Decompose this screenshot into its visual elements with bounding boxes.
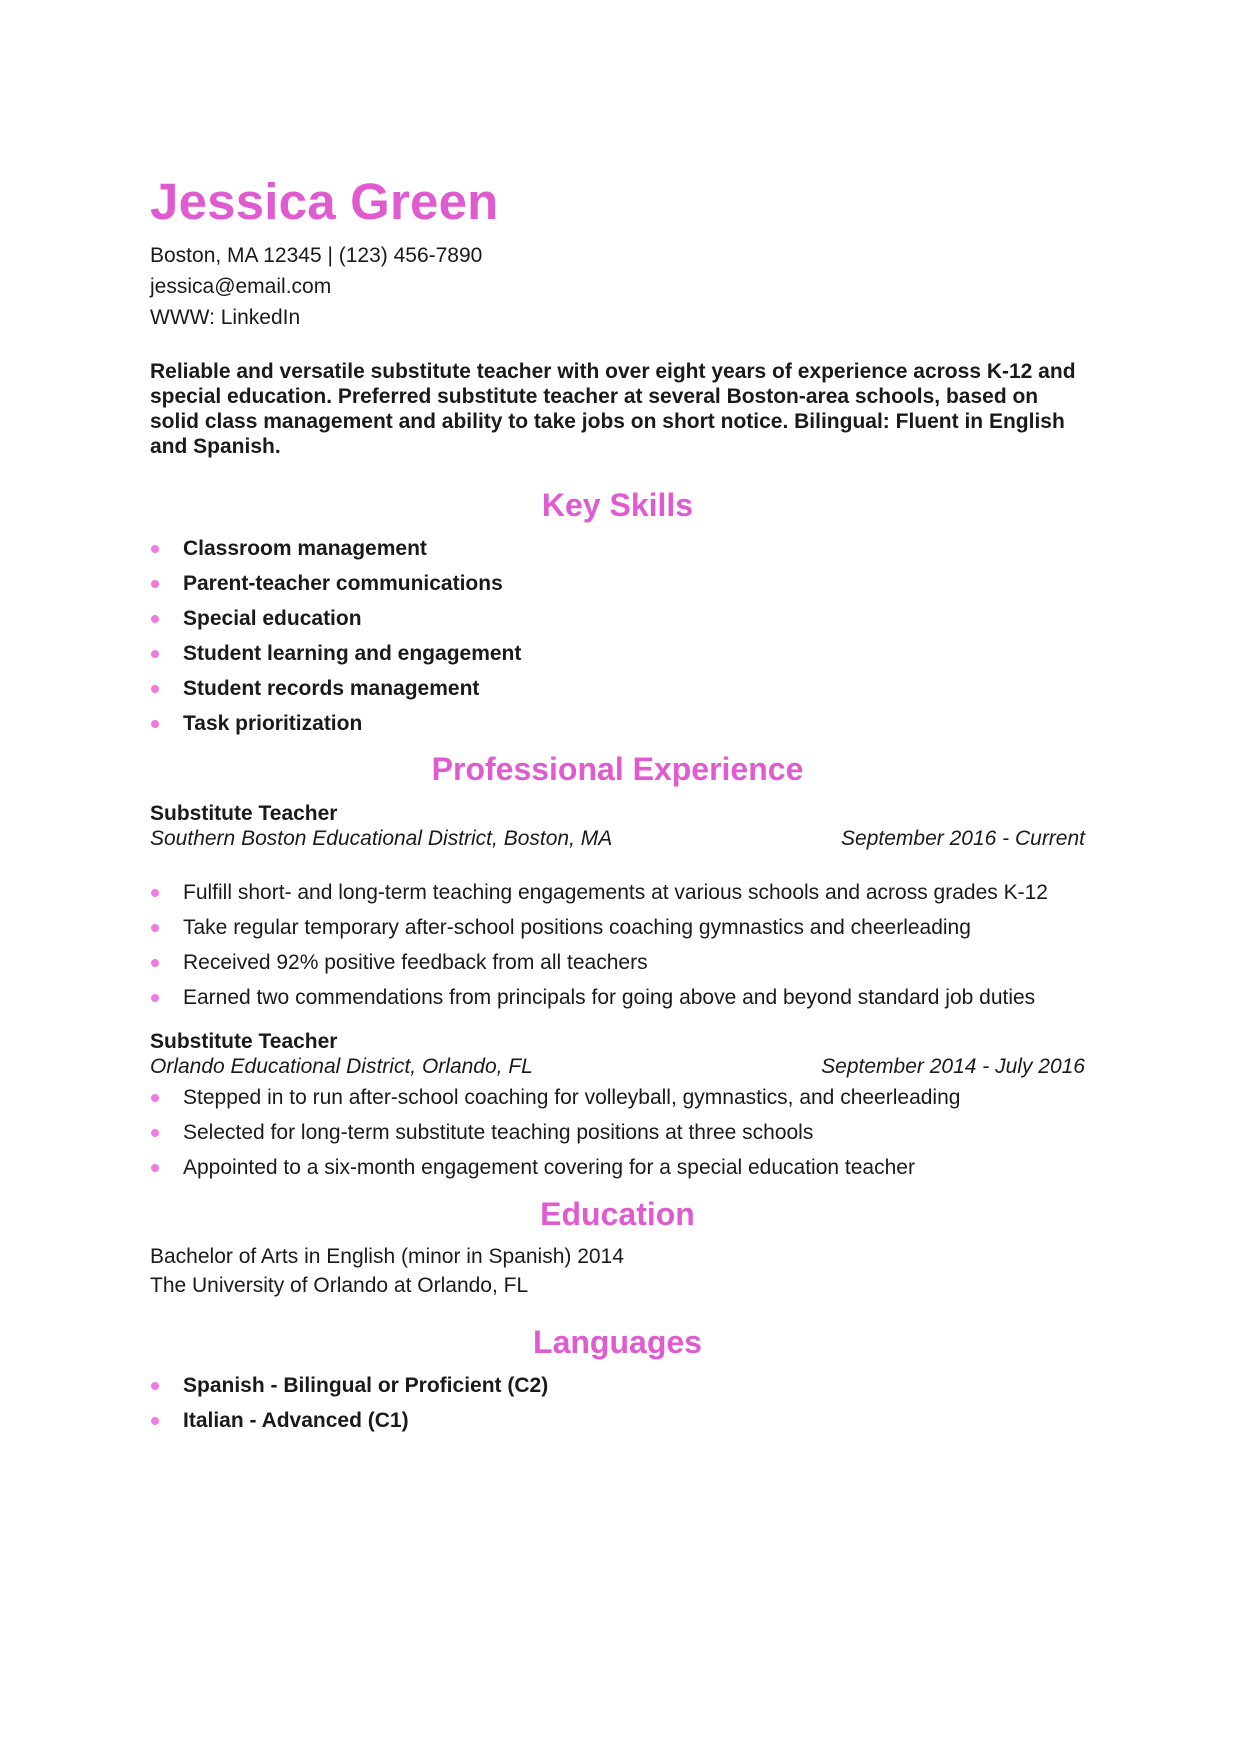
summary-paragraph: Reliable and versatile substitute teacher with over eight years of experience across K-12 and special education. Preferred substitute teacher at several Boston-area schools, based on solid class management and ability to take jobs on short notice. Bilingual: Fluent in English and Spanish. xyxy=(150,360,1076,458)
bullet-icon xyxy=(151,959,159,967)
bullet-icon xyxy=(151,1094,159,1102)
bullet-icon xyxy=(151,1164,159,1172)
education-block xyxy=(150,1242,1090,1300)
email-link[interactable]: jessica@email.com xyxy=(150,275,332,298)
bullet-icon xyxy=(151,994,159,1002)
list-item: Selected for long-term substitute teaching positions at three schools xyxy=(150,1121,1088,1145)
experience-heading: Professional Experience xyxy=(431,751,804,787)
job-title: Substitute Teacher xyxy=(150,802,338,825)
list-item: Task prioritization xyxy=(150,712,1090,736)
candidate-name: Jessica Green xyxy=(150,173,499,230)
list-item: Earned two commendations from principals for going above and beyond standard job duties xyxy=(150,986,1088,1010)
list-item: Classroom management xyxy=(150,537,1090,561)
education-school: The University of Orlando at Orlando, FL xyxy=(150,1274,529,1297)
bullet-icon xyxy=(151,580,159,588)
website-link[interactable]: WWW: LinkedIn xyxy=(150,306,301,329)
job-bullets xyxy=(150,1086,1090,1180)
list-item: Italian - Advanced (C1) xyxy=(150,1409,1090,1433)
job-bullets xyxy=(150,881,1090,1010)
list-item: Take regular temporary after-school positions coaching gymnastics and cheerleading xyxy=(150,916,1088,940)
education-heading: Education xyxy=(540,1196,695,1232)
list-item: Spanish - Bilingual or Proficient (C2) xyxy=(150,1374,1090,1398)
job-entry xyxy=(150,1029,1090,1180)
bullet-icon xyxy=(151,650,159,658)
location-phone: Boston, MA 12345 | (123) 456-7890 xyxy=(150,244,483,267)
bullet-icon xyxy=(151,615,159,623)
bullet-icon xyxy=(151,1129,159,1137)
bullet-icon xyxy=(151,1417,159,1425)
skills-heading: Key Skills xyxy=(541,487,694,523)
languages-heading: Languages xyxy=(533,1324,702,1360)
list-item: Student records management xyxy=(150,677,1090,701)
bullet-icon xyxy=(151,1382,159,1390)
list-item: Received 92% positive feedback from all teachers xyxy=(150,951,1088,975)
bullet-icon xyxy=(151,685,159,693)
job-meta xyxy=(150,1055,1090,1078)
bullet-icon xyxy=(151,720,159,728)
education-degree: Bachelor of Arts in English (minor in Spanish) 2014 xyxy=(150,1245,624,1268)
job-employer: Orlando Educational District, Orlando, FL xyxy=(150,1055,533,1078)
languages-list xyxy=(150,1374,1090,1433)
job-dates: September 2016 - Current xyxy=(841,827,1085,850)
list-item: Parent-teacher communications xyxy=(150,572,1090,596)
list-item: Special education xyxy=(150,607,1090,631)
job-employer: Southern Boston Educational District, Boston, MA xyxy=(150,827,613,850)
job-meta xyxy=(150,827,1090,873)
bullet-icon xyxy=(151,889,159,897)
resume-content xyxy=(150,170,1090,1444)
bullet-icon xyxy=(151,545,159,553)
list-item: Appointed to a six-month engagement covering for a special education teacher xyxy=(150,1156,1088,1180)
job-dates: September 2014 - July 2016 xyxy=(821,1055,1085,1078)
contact-block xyxy=(150,240,1090,333)
job-title: Substitute Teacher xyxy=(150,1030,338,1053)
skills-list xyxy=(150,537,1090,736)
list-item: Student learning and engagement xyxy=(150,642,1090,666)
bullet-icon xyxy=(151,924,159,932)
job-entry xyxy=(150,801,1090,1010)
list-item: Fulfill short- and long-term teaching engagements at various schools and across grades K-12 xyxy=(150,881,1088,905)
list-item: Stepped in to run after-school coaching for volleyball, gymnastics, and cheerleading xyxy=(150,1086,1088,1110)
